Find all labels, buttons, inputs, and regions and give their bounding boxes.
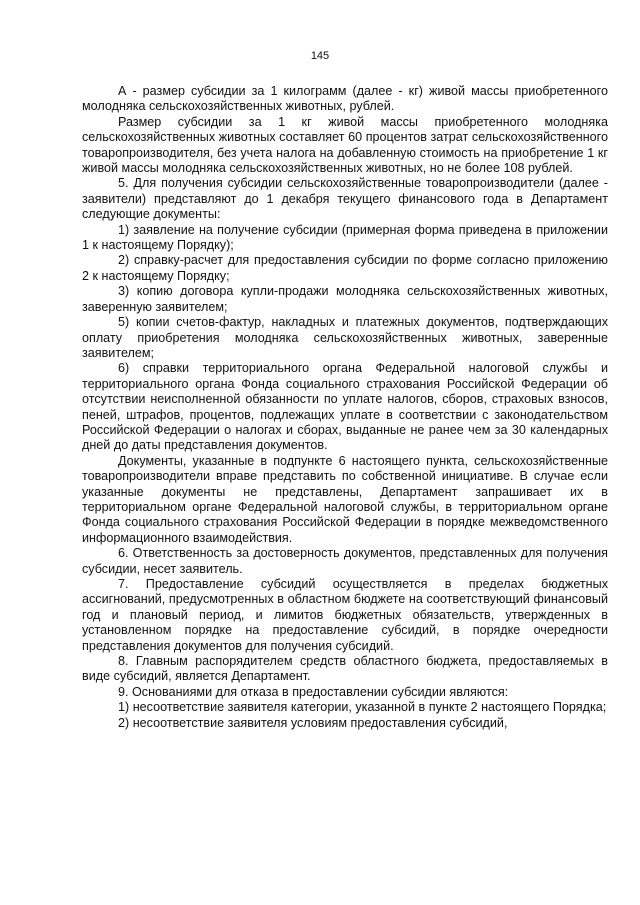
page-number: 145 bbox=[310, 50, 330, 62]
paragraph-subitem-3: 3) копию договора купли-продажи молодняка сельскохозяйственных животных, заверенную заявителем; bbox=[82, 284, 608, 314]
paragraph-subitem-1: 1) заявление на получение субсидии (примерная форма приведена в приложении 1 к настоящему Порядку); bbox=[82, 222, 608, 253]
paragraph-subitem-5: 5) копии счетов-фактур, накладных и платежных документов, подтверждающих оплату приобретения молодняка сельскохозяйственных животных, заверенные заявителем; bbox=[82, 315, 608, 360]
paragraph-subitem-6: 6) справки территориального органа Федеральной налоговой службы и территориального органа Фонда социального страхования Российской Федерации об отсутствии неисполненной обязанности по уплате налогов, сборов, страховых взносов, пеней, штрафов, процентов, подлежащих уплате в соответствии с законодательством Российской Федерации о налогах и сборах, выданные не ранее чем за 30 календарных дней до даты представления документов. bbox=[82, 361, 608, 453]
paragraph-refusal-2: 2) несоответствие заявителя условиям предоставления субсидий, bbox=[118, 715, 508, 730]
paragraph-item-9: 9. Основаниями для отказа в предоставлении субсидии являются: bbox=[118, 684, 509, 699]
paragraph-subsidy-definition: А - размер субсидии за 1 килограмм (далее - кг) живой массы приобретенного молодняка сельскохозяйственных животных, рублей. bbox=[82, 84, 608, 114]
paragraph-documents-initiative: Документы, указанные в подпункте 6 настоящего пункта, сельскохозяйственные товаропроизводители вправе представить по собственной инициативе. В случае если указанные документы не представлены, Департамент запрашивает их в территориальном органе Федеральной налоговой службы, в территориальном органе Фонда социального страхования Российской Федерации в порядке межведомственного информационного взаимодействия. bbox=[82, 453, 608, 545]
paragraph-item-5: 5. Для получения субсидии сельскохозяйственные товаропроизводители (далее - заявители) представляют до 1 декабря текущего финансового года в Департамент следующие документы: bbox=[82, 176, 608, 222]
paragraph-refusal-1: 1) несоответствие заявителя категории, указанной в пункте 2 настоящего Порядка; bbox=[118, 700, 607, 715]
paragraph-item-6: 6. Ответственность за достоверность документов, представленных для получения субсидии, несет заявитель. bbox=[82, 546, 608, 576]
paragraph-subitem-2: 2) справку-расчет для предоставления субсидии по форме согласно приложению 2 к настоящему Порядку; bbox=[82, 253, 608, 283]
document-body bbox=[82, 84, 608, 731]
paragraph-item-8: 8. Главным распорядителем средств областного бюджета, предоставляемых в виде субсидий, является Департамент. bbox=[82, 654, 608, 684]
paragraph-item-7: 7. Предоставление субсидий осуществляется в пределах бюджетных ассигнований, предусмотренных в областном бюджете на соответствующий финансовый год и плановый период, и лимитов бюджетных обязательств, утвержденных в установленном порядке на предоставление субсидий, в порядке очередности представления документов для получения субсидий. bbox=[82, 577, 608, 653]
paragraph-subsidy-size: Размер субсидии за 1 кг живой массы приобретенного молодняка сельскохозяйственных животных составляет 60 процентов затрат сельскохозяйственного товаропроизводителя, без учета налога на добавленную стоимость на приобретение 1 кг живой массы молодняка сельскохозяйственных животных, но не более 108 рублей. bbox=[82, 114, 608, 176]
